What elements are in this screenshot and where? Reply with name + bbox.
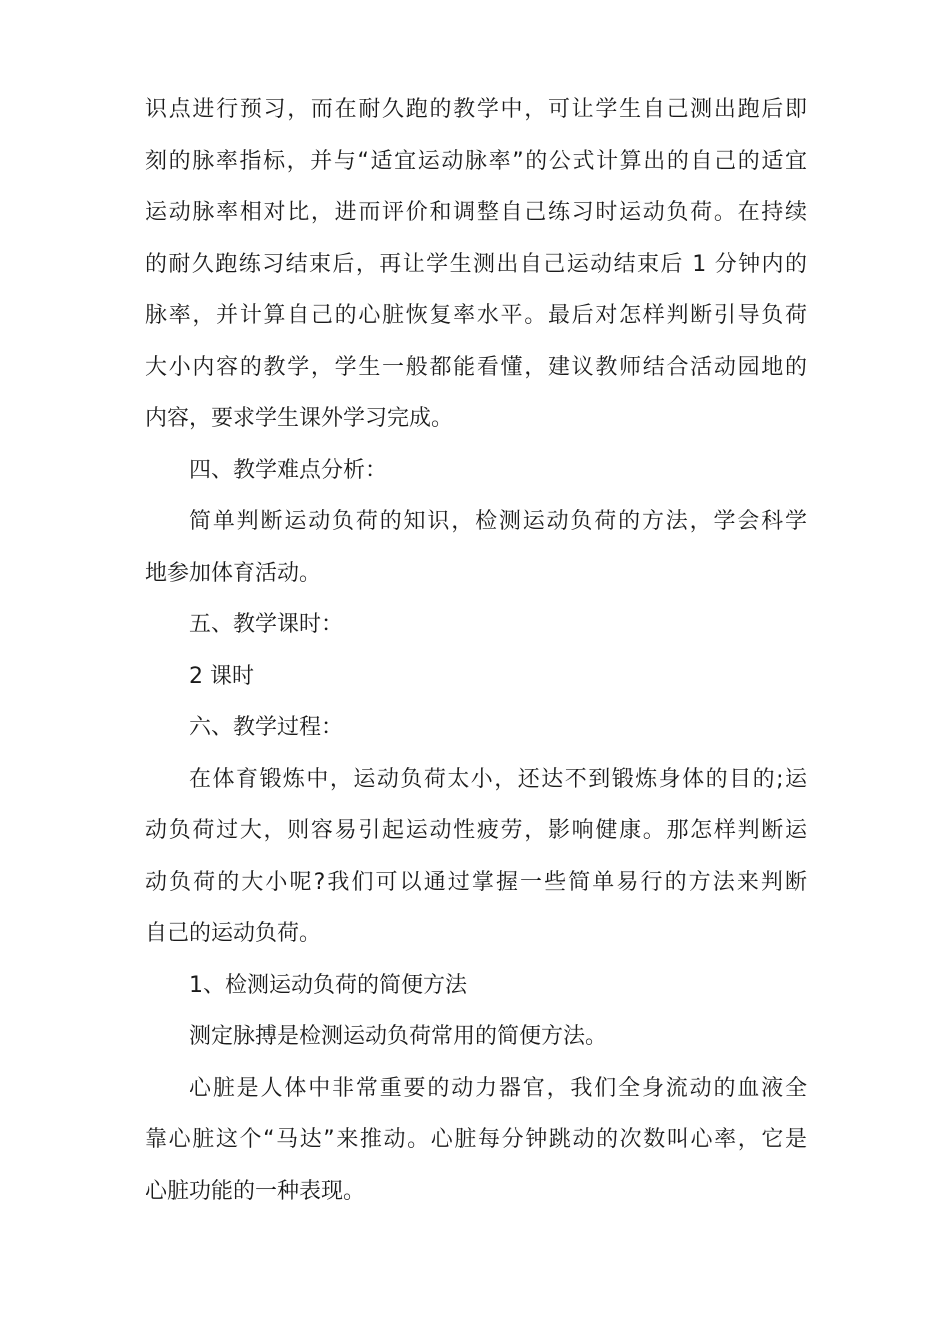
text-line-17: 自己的运动负荷。 [145,921,322,946]
section-heading-4: 四、教学难点分析： [189,457,388,483]
text-line-2: 刻的脉率指标，并与“适宜运动脉率”的公式计算出的自己的适宜 [145,148,807,174]
text-line-6: 大小内容的教学，学生一般都能看懂，建议教师结合活动园地的 [145,354,807,380]
text-line-5: 脉率，并计算自己的心脏恢复率水平。最后对怎样判断引导负荷 [145,303,807,328]
text-line-19: 测定脉搏是检测运动负荷常用的简便方法。 [189,1024,608,1049]
text-line-21: 靠心脏这个“马达”来推动。心脏每分钟跳动的次数叫心率，它是 [145,1127,807,1152]
text-line-15: 动负荷过大，则容易引起运动性疲劳，影响健康。那怎样判断运 [145,818,807,843]
text-line-14: 在体育锻炼中，运动负荷太小，还达不到锻炼身体的目的;运 [189,766,807,792]
subsection-heading-1: 1、检测运动负荷的简便方法 [189,972,467,998]
text-line-1: 识点进行预习，而在耐久跑的教学中，可让学生自己测出跑后即 [145,97,807,122]
text-line-12: 2 课时 [189,663,254,689]
section-heading-6: 六、教学过程： [189,715,344,740]
section-heading-5: 五、教学课时： [189,612,344,637]
document-page [145,84,807,1217]
text-line-4: 的耐久跑练习结束后，再让学生测出自己运动结束后 1 分钟内的 [145,251,807,277]
text-line-10: 地参加体育活动。 [145,560,322,586]
text-line-3: 运动脉率相对比，进而评价和调整自己练习时运动负荷。在持续 [145,200,807,225]
text-line-16: 动负荷的大小呢?我们可以通过掌握一些简单易行的方法来判断 [145,869,807,895]
text-line-22: 心脏功能的一种表现。 [145,1178,366,1204]
text-line-7: 内容，要求学生课外学习完成。 [145,406,454,431]
text-line-20: 心脏是人体中非常重要的动力器官，我们全身流动的血液全 [189,1075,807,1101]
text-line-9: 简单判断运动负荷的知识，检测运动负荷的方法，学会科学 [189,509,807,534]
